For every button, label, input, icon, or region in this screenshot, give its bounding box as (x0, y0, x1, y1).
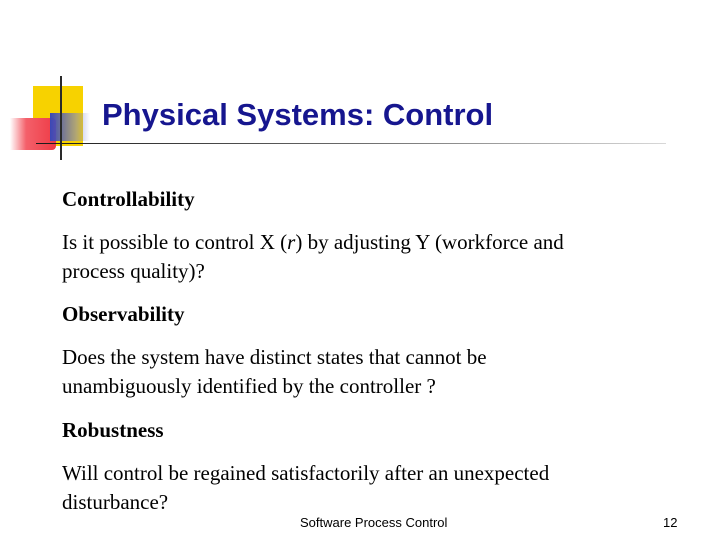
page-number: 12 (663, 515, 678, 530)
controllability-text-line2: process quality)? (62, 259, 205, 283)
observability-text-line2: unambiguously identified by the controller ? (62, 374, 436, 398)
heading-robustness: Robustness (62, 418, 164, 442)
slide-title: Physical Systems: Control (102, 97, 494, 132)
robustness-text-line1: Will control be regained satisfactorily after an unexpected (62, 461, 550, 485)
heading-observability: Observability (62, 302, 185, 326)
paragraph-observability (62, 343, 662, 401)
paragraph-controllability (62, 228, 662, 286)
controllability-italic-r: r (287, 230, 296, 254)
robustness-text-line2: disturbance? (62, 490, 169, 514)
paragraph-robustness (62, 459, 662, 517)
title-decoration-vertical-line (60, 76, 62, 160)
footer-title: Software Process Control (300, 515, 448, 530)
observability-text-line1: Does the system have distinct states that cannot be (62, 345, 487, 369)
title-decoration-blue-bar (50, 113, 90, 141)
controllability-text-end: ) by adjusting Y (workforce and (295, 230, 564, 254)
controllability-text-start: Is it possible to control X ( (62, 230, 288, 254)
heading-controllability: Controllability (62, 187, 195, 211)
title-underline (36, 143, 666, 144)
